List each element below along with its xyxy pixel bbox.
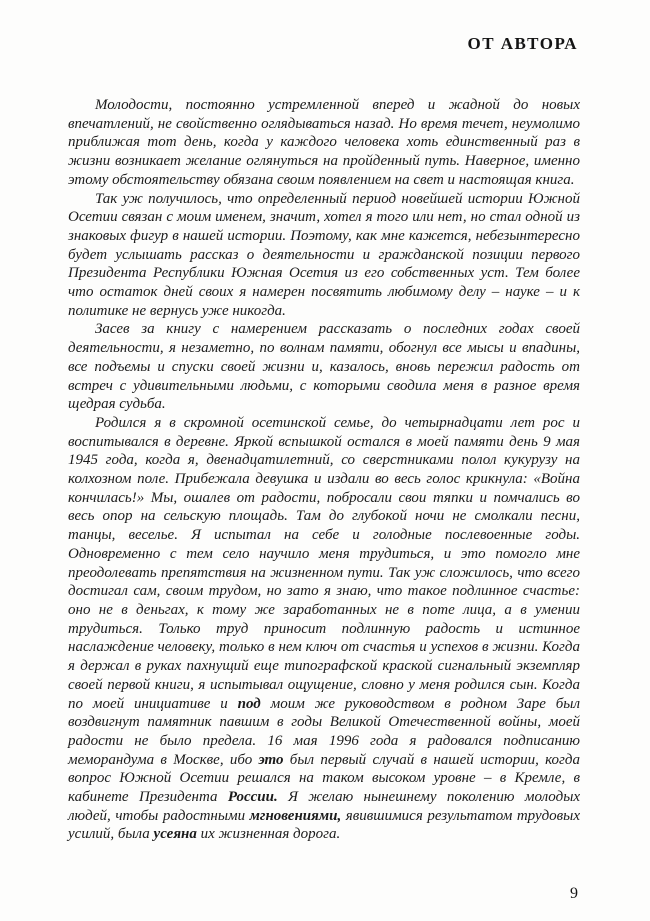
paragraph-segment: их жизненная дорога. — [196, 826, 341, 843]
paragraph — [68, 320, 580, 414]
paragraph-segment: явившимися результатом трудовых усилий, была — [68, 807, 580, 843]
paragraph-segment: Я желаю нынешнему поколению молодых людей, чтобы радостными — [68, 789, 581, 824]
paragraph-segment: Так уж получилось, что определенный период новейшей истории Южной Осетии связан с моим именем, значит, хотел я того или нет, но стал одной из знаковых фигур в нашей истории. Поэтому, как мне кажется, небезынтересно будет услышать рассказ о деятельности и гражданской позиции первого Президента Республики Южная Осетия из его собственных уст. Тем более что остаток дней своих я намерен посвятить любимому делу – науке – и к политике не вернусь уже никогда. — [68, 190, 580, 319]
chapter-header: ОТ АВТОРА — [467, 34, 578, 53]
paragraph-segment: моим же руководством в родном Заре был воздвигнут памятник павшим в годы Великой Отечественной войны, моей радости не было предела. 16 мая 1996 года я радовался подписанию меморандума в Москве, ибо — [68, 695, 580, 768]
paragraph-segment-bold: это — [258, 751, 284, 768]
page-number: 9 — [570, 885, 578, 902]
paragraph — [68, 414, 580, 844]
paragraph — [68, 190, 580, 321]
body-text — [68, 96, 580, 844]
paragraph-segment-bold: России. — [227, 789, 278, 806]
paragraph-segment: Родился я в скромной осетинской семье, до четырнадцати лет рос и воспитывался в деревне. Яркой вспышкой остался в моей памяти день 9 мая 1945 года, когда я, двенадцатилетний, со сверстниками полол кукурузу на колхозном поле. Прибежала девушка и издали во весь голос крикнула: «Война кончилась!» Мы, ошалев от радости, побросали свои тяпки и помчались во весь опор на сельскую площадь. Там до глубокой ночи не смолкали песни, танцы, веселье. Я испытал на себе и голодные послевоенные годы. Одновременно с тем село научило меня трудиться, и это помогло мне преодолевать препятствия на жизненном пути. Так уж сложилось, что всего достигал сам, своим трудом, но зато я знаю, что такое подлинное счастье: оно не в деньгах, к тому же заработанных не в поте лица, а в умении трудиться. Только труд приносит подлинную радость и истинное наслаждение человеку, только в нем ключ от счастья и успехов в жизни. Когда я держал в руках пахнущий еще типографской краской сигнальный экземпляр своей первой книги, я испытывал ощущение, словно у меня родился сын. Когда по моей инициативе и — [68, 414, 580, 712]
paragraph-segment-bold: усеяна — [153, 826, 197, 843]
paragraph-segment: Засев за книгу с намерением рассказать о последних годах своей деятельности, я незаметно, по волнам памяти, обогнул все мысы и впадины, все подъемы и спуски своей жизни и, казалось, вновь пережил радость от встреч с удивительными людьми, с которыми сводила меня в разное время щедрая судьба. — [68, 321, 580, 413]
paragraph-segment-bold: под — [237, 695, 261, 712]
paragraph-segment: Молодости, постоянно устремленной вперед и жадной до новых впечатлений, не свойственно оглядываться назад. Но время течет, неумолимо приближая тот день, когда у каждого человека хоть единственный раз в жизни возникает желание оглянуться на пройденный путь. Наверное, именно этому обстоятельству обязана своим появлением на свет и настоящая книга. — [68, 97, 580, 188]
paragraph-segment-bold: мгновениями, — [249, 807, 342, 824]
paragraph-segment: был первый случай в нашей истории, когда вопрос Южной Осетии решался на таком высоком уровне – в Кремле, в кабинете Президента — [68, 751, 580, 806]
paragraph — [68, 96, 580, 190]
